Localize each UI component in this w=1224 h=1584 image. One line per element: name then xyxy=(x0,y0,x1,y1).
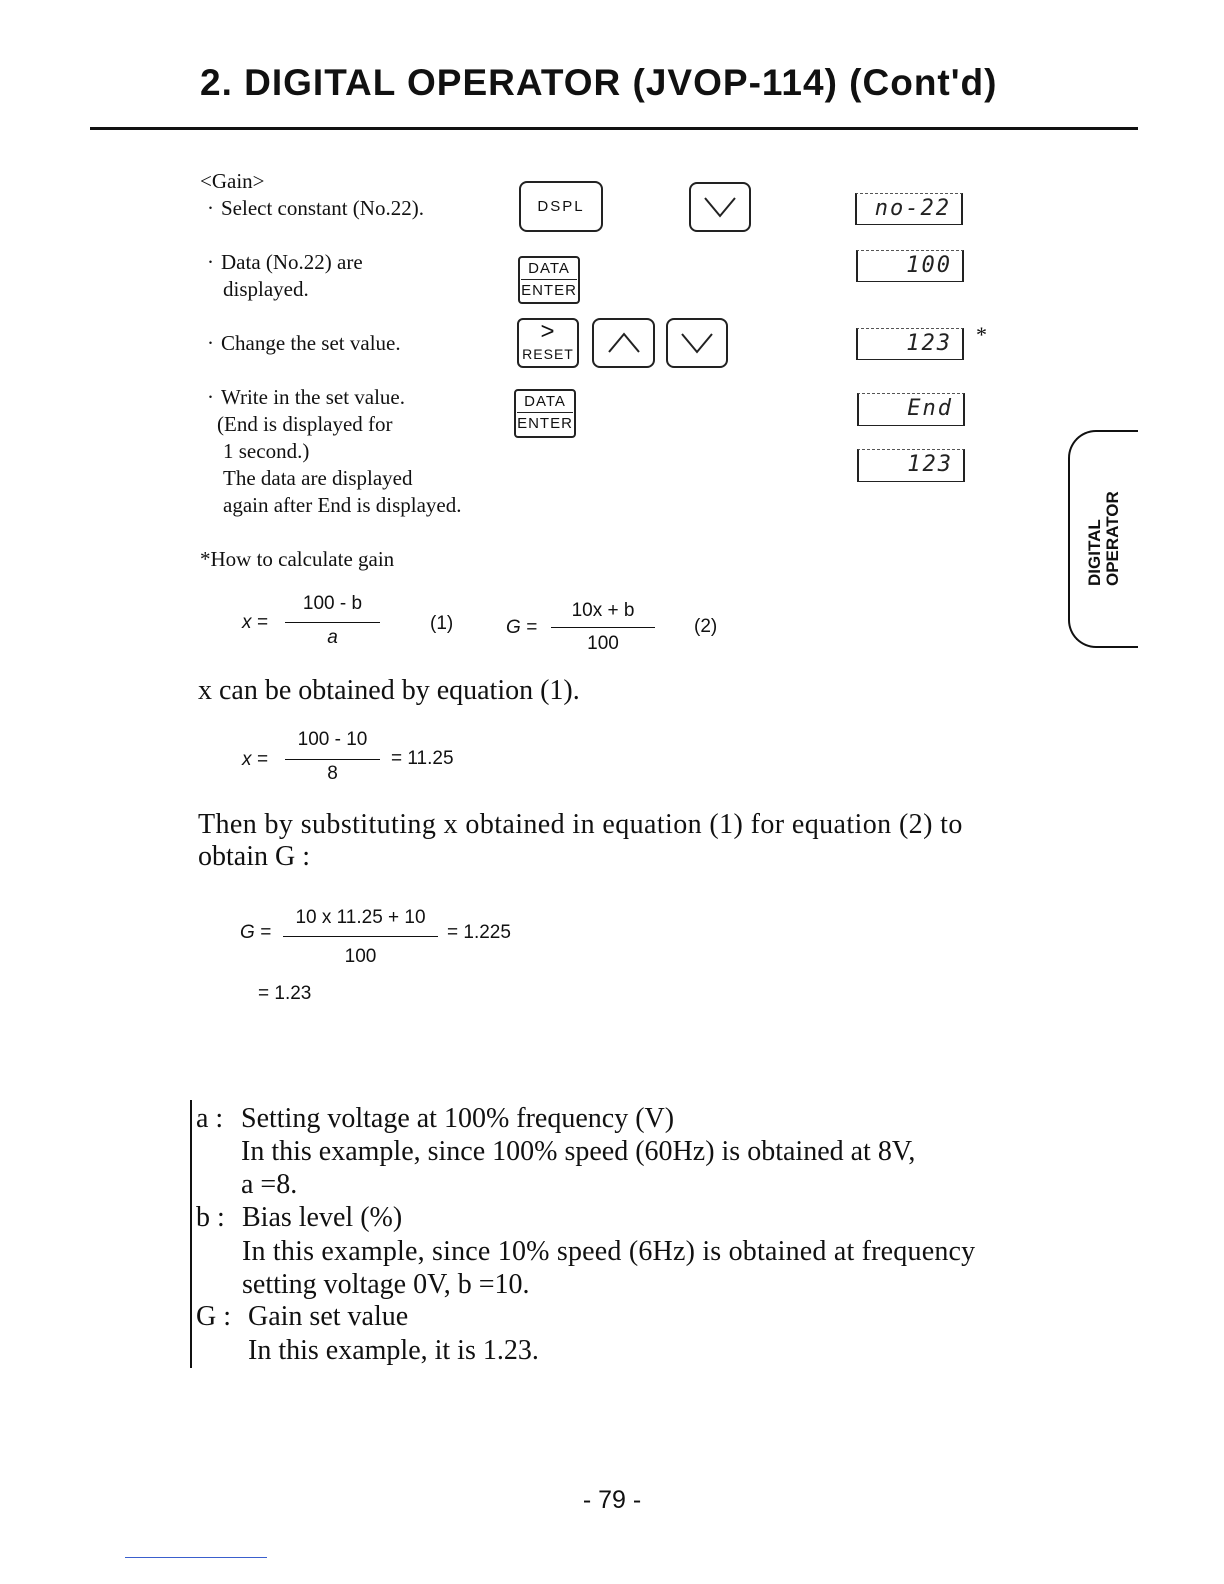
step-1 xyxy=(207,195,424,222)
eq2-denominator: 100 xyxy=(587,633,619,654)
step-4-text-1: Write in the set value. xyxy=(221,385,406,409)
data-enter-key[interactable] xyxy=(518,256,580,304)
def-b-line3: setting voltage 0V, b =10. xyxy=(242,1269,530,1300)
x-explanation: x can be obtained by equation (1). xyxy=(198,675,580,706)
step-4-text-3: 1 second.) xyxy=(223,439,310,463)
display-end: End xyxy=(857,393,965,426)
eq2-tag: (2) xyxy=(694,616,718,637)
step-bullet: · xyxy=(207,250,214,274)
chevron-down-icon xyxy=(679,331,715,355)
section-heading: <Gain> xyxy=(200,169,265,193)
up-arrow-key[interactable] xyxy=(592,318,655,368)
side-tab-label xyxy=(1085,491,1122,586)
step-bullet: · xyxy=(207,385,214,409)
shift-reset-key-label: RESET xyxy=(522,346,574,362)
calc-intro: *How to calculate gain xyxy=(200,547,395,571)
def-a-label: a : xyxy=(196,1103,224,1134)
step-4-text-2: (End is displayed for xyxy=(217,412,393,436)
eq4-denominator: 100 xyxy=(344,946,377,967)
display-no-22: no-22 xyxy=(855,193,963,225)
step-4-text-5: again after End is displayed. xyxy=(223,493,462,517)
def-a-title: Setting voltage at 100% frequency (V) xyxy=(241,1103,675,1134)
chevron-right-icon: > xyxy=(540,318,556,345)
chevron-up-icon xyxy=(606,331,642,355)
section-side-tab[interactable] xyxy=(1068,430,1138,648)
page-number: - 79 - xyxy=(582,1486,642,1514)
data-enter-key-top: DATA xyxy=(517,391,573,413)
down-arrow-key-2[interactable] xyxy=(666,318,728,368)
down-arrow-key[interactable] xyxy=(689,182,751,232)
chevron-down-icon xyxy=(702,195,738,219)
eq3-numerator: 100 - 10 xyxy=(297,729,368,750)
header-rule xyxy=(90,127,1138,130)
step-3 xyxy=(207,330,401,357)
eq3-result: = 11.25 xyxy=(391,748,454,769)
dspl-key-label: DSPL xyxy=(537,198,585,215)
def-g-title: Gain set value xyxy=(248,1301,409,1332)
step-1-text: Select constant (No.22). xyxy=(221,196,424,220)
shift-reset-key[interactable] xyxy=(517,318,579,368)
then-text-1: Then by substituting x obtained in equation (1) for equation (2) to xyxy=(198,809,963,840)
dspl-key[interactable] xyxy=(519,181,603,232)
display-100: 100 xyxy=(856,250,964,282)
eq1-tag: (1) xyxy=(430,613,454,634)
eq4-result-rounded: = 1.23 xyxy=(258,983,312,1004)
eq3-lhs: x = xyxy=(242,749,268,770)
data-enter-key-top: DATA xyxy=(521,258,577,280)
eq2-fraction-bar xyxy=(551,627,655,628)
then-text-2: obtain G : xyxy=(198,841,310,872)
side-tab-line2: OPERATOR xyxy=(1103,491,1122,586)
data-enter-key-bottom: ENTER xyxy=(517,415,573,432)
def-g-label: G : xyxy=(196,1301,231,1332)
eq1-numerator: 100 - b xyxy=(302,593,363,614)
eq4-result: = 1.225 xyxy=(447,922,511,943)
def-b-label: b : xyxy=(196,1202,225,1233)
def-a-line2: In this example, since 100% speed (60Hz) is obtained at 8V, xyxy=(241,1136,916,1167)
asterisk-mark: * xyxy=(976,322,987,347)
eq1-fraction-bar xyxy=(285,622,380,623)
footer-rule xyxy=(125,1557,267,1558)
step-3-text: Change the set value. xyxy=(221,331,401,355)
eq3-fraction-bar xyxy=(285,759,380,760)
side-tab-line1: DIGITAL xyxy=(1085,519,1104,586)
data-enter-key-bottom: ENTER xyxy=(521,282,577,299)
page-title: 2. DIGITAL OPERATOR (JVOP-114) (Cont'd) xyxy=(200,62,998,103)
eq4-lhs: G = xyxy=(240,922,272,943)
step-2-text-2: displayed. xyxy=(223,277,309,301)
def-b-title: Bias level (%) xyxy=(242,1202,403,1233)
eq4-fraction-bar xyxy=(283,936,438,937)
display-123: 123 xyxy=(856,328,964,360)
step-2-text-1: Data (No.22) are xyxy=(221,250,363,274)
data-enter-key-2[interactable] xyxy=(514,389,576,438)
def-g-line2: In this example, it is 1.23. xyxy=(248,1335,539,1366)
eq3-denominator: 8 xyxy=(327,763,338,784)
step-bullet: · xyxy=(207,196,214,220)
display-123-final: 123 xyxy=(857,449,965,482)
def-a-line3: a =8. xyxy=(241,1169,298,1200)
eq2-lhs: G = xyxy=(506,617,538,638)
def-b-line2: In this example, since 10% speed (6Hz) is obtained at frequency xyxy=(242,1236,976,1267)
eq4-numerator: 10 x 11.25 + 10 xyxy=(295,907,426,928)
step-4 xyxy=(207,384,462,519)
eq2-numerator: 10x + b xyxy=(571,600,635,621)
step-bullet: · xyxy=(207,331,214,355)
step-2 xyxy=(207,249,363,303)
step-4-text-4: The data are displayed xyxy=(223,466,413,490)
eq1-lhs: x = xyxy=(242,612,268,633)
eq1-denominator: a xyxy=(327,627,338,648)
